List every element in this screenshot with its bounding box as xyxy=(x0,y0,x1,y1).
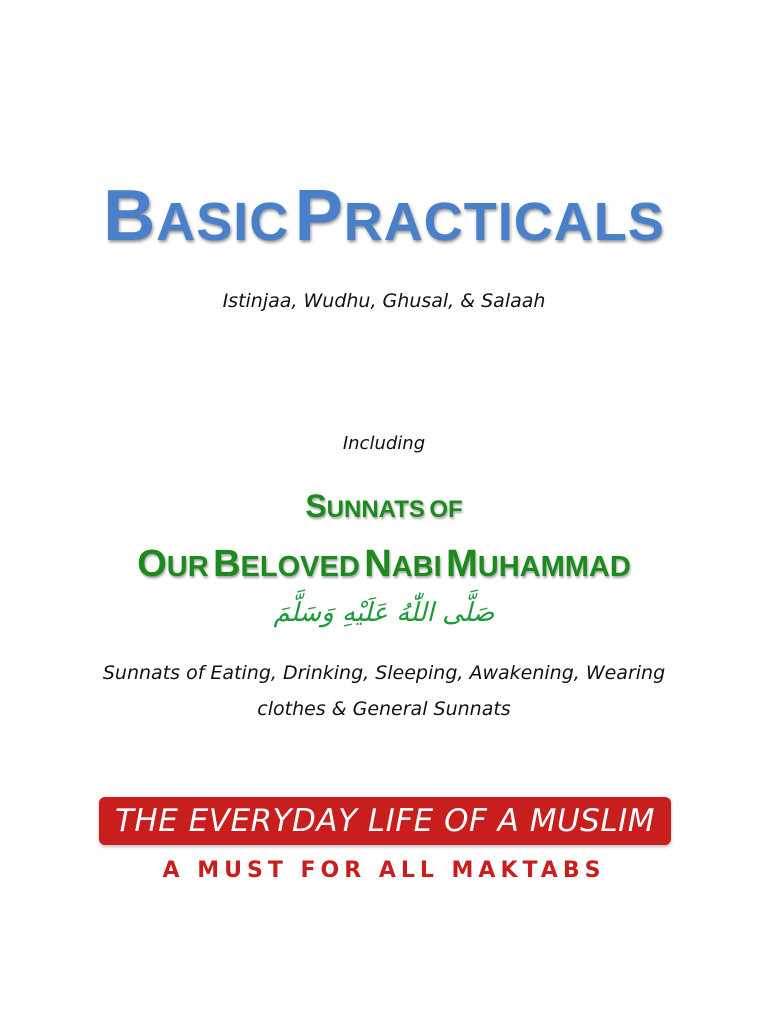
heading1-initial: S xyxy=(305,488,327,524)
banner xyxy=(99,797,671,845)
heading1-word-rest: UNNATS xyxy=(326,496,425,523)
description-line-1: Sunnats of Eating, Drinking, Sleeping, Awakening, Wearing xyxy=(102,662,666,684)
subtitle: Istinjaa, Wudhu, Ghusal, & Salaah xyxy=(222,290,546,312)
banner-text: THE EVERYDAY LIFE OF A MUSLIM xyxy=(114,803,656,839)
heading2-w3-initial: N xyxy=(364,543,392,585)
heading2-w3-rest: ABI xyxy=(391,551,442,583)
heading2-w1-rest: UR xyxy=(166,551,209,583)
title-initial-b: B xyxy=(103,176,157,256)
beloved-nabi-heading xyxy=(0,545,768,583)
including-label: Including xyxy=(342,433,426,454)
title-word-basic-rest: ASIC xyxy=(156,192,290,252)
description xyxy=(0,655,768,727)
heading2-w2-rest: ELOVED xyxy=(240,551,360,583)
heading2-w4-initial: M xyxy=(446,543,478,585)
heading2-w1-initial: O xyxy=(137,543,167,585)
title-word-practicals-rest: RACTICALS xyxy=(343,192,665,252)
heading2-w2-initial: B xyxy=(213,543,241,585)
arabic-salutation: صَلَّى اللّٰهُ عَلَيْهِ وَسَلَّمَ xyxy=(273,598,495,628)
tagline: A MUST FOR ALL MAKTABS xyxy=(162,858,606,883)
main-title xyxy=(0,176,768,256)
title-initial-p: P xyxy=(294,176,344,256)
sunnats-of-heading xyxy=(0,490,768,522)
heading2-w4-rest: UHAMMAD xyxy=(477,551,631,583)
description-line-2: clothes & General Sunnats xyxy=(257,698,511,720)
heading1-of: OF xyxy=(429,496,463,523)
